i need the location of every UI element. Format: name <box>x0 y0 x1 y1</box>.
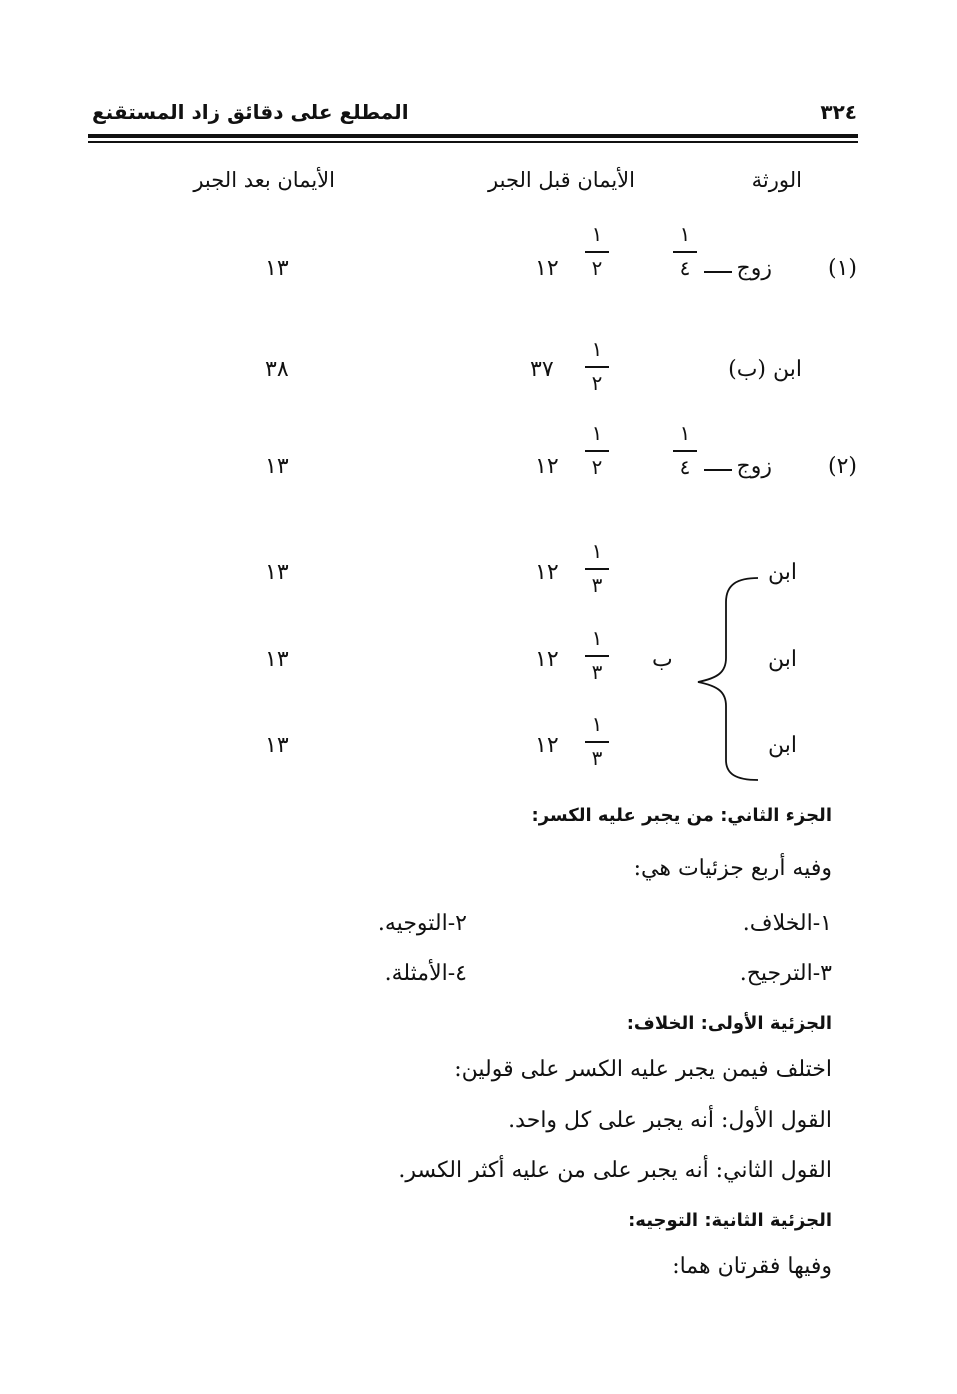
after-value: ٣٨ <box>265 357 289 382</box>
fraction-numerator: ١ <box>591 626 603 650</box>
before-fraction <box>582 422 612 478</box>
fraction-numerator: ١ <box>591 421 603 445</box>
fraction-denominator: ٣ <box>591 572 603 597</box>
fraction-bar <box>585 568 609 570</box>
heir-name: ابن (ب) <box>728 357 802 382</box>
fraction-denominator: ٤ <box>679 454 691 479</box>
share-fraction <box>670 223 700 279</box>
before-fraction <box>582 338 612 394</box>
fraction-numerator: ١ <box>591 337 603 361</box>
after-value: ١٣ <box>265 560 289 585</box>
after-value: ١٣ <box>265 647 289 672</box>
before-fraction <box>582 627 612 683</box>
page-number: ٣٢٤ <box>820 100 857 124</box>
before-integer: ١٢ <box>535 256 559 281</box>
column-header-after: الأيمان بعد الجبر <box>193 168 335 192</box>
grouping-brace <box>690 570 770 785</box>
after-value: ١٣ <box>265 256 289 281</box>
running-header-title: المطلع على دقائق زاد المستقنع <box>92 100 409 124</box>
column-header-before: الأيمان قبل الجبر <box>488 168 635 192</box>
list-item: ١-الخلاف. <box>742 911 832 936</box>
fraction-bar <box>673 450 697 452</box>
fraction-bar <box>585 251 609 253</box>
before-fraction <box>582 713 612 769</box>
section-heading: الجزء الثاني: من يجبر عليه الكسر: <box>531 805 832 826</box>
fraction-numerator: ١ <box>591 712 603 736</box>
group-letter: ب <box>652 647 673 672</box>
list-item: ٢-التوجيه. <box>377 911 467 936</box>
heir-name: زوج <box>736 256 772 281</box>
header-rule-thin <box>88 141 858 143</box>
before-integer: ١٢ <box>535 560 559 585</box>
fraction-bar <box>585 450 609 452</box>
fraction-denominator: ٢ <box>591 370 603 395</box>
after-value: ١٣ <box>265 454 289 479</box>
fraction-bar <box>585 741 609 743</box>
heir-name: زوج <box>736 454 772 479</box>
paragraph: وفيها فقرتان هما: <box>672 1254 832 1279</box>
fraction-numerator: ١ <box>679 421 691 445</box>
paragraph: القول الثاني: أنه يجبر على من عليه أكثر الكسر. <box>398 1158 832 1183</box>
share-fraction <box>670 422 700 478</box>
before-integer: ١٢ <box>535 647 559 672</box>
subsection-heading: الجزئية الثانية: التوجيه: <box>628 1210 832 1231</box>
fraction-bar <box>673 251 697 253</box>
before-integer: ١٢ <box>535 454 559 479</box>
share-dash <box>704 271 732 273</box>
paragraph: القول الأول: أنه يجبر على كل واحد. <box>508 1108 832 1133</box>
subsection-heading: الجزئية الأولى: الخلاف: <box>626 1013 832 1034</box>
fraction-bar <box>585 655 609 657</box>
row-index: (١) <box>827 256 857 281</box>
fraction-numerator: ١ <box>591 539 603 563</box>
fraction-numerator: ١ <box>591 222 603 246</box>
fraction-denominator: ٣ <box>591 659 603 684</box>
fraction-denominator: ٣ <box>591 745 603 770</box>
list-item: ٤-الأمثلة. <box>384 961 467 986</box>
after-value: ١٣ <box>265 733 289 758</box>
column-header-heirs: الورثة <box>751 168 802 192</box>
list-item: ٣-الترجيح. <box>739 961 832 986</box>
fraction-bar <box>585 366 609 368</box>
row-index: (٢) <box>827 454 857 479</box>
fraction-numerator: ١ <box>679 222 691 246</box>
paragraph: اختلف فيمن يجبر عليه الكسر على قولين: <box>454 1057 832 1082</box>
fraction-denominator: ٢ <box>591 255 603 280</box>
fraction-denominator: ٢ <box>591 454 603 479</box>
before-integer: ١٢ <box>535 733 559 758</box>
before-fraction <box>582 223 612 279</box>
heir-name: ابن <box>768 733 797 758</box>
fraction-denominator: ٤ <box>679 255 691 280</box>
share-dash <box>704 469 732 471</box>
before-fraction <box>582 540 612 596</box>
header-rule-thick <box>88 134 858 138</box>
paragraph: وفيه أربع جزئيات هي: <box>633 856 832 881</box>
heir-name: ابن <box>768 647 797 672</box>
heir-name: ابن <box>768 560 797 585</box>
before-integer: ٣٧ <box>530 357 554 382</box>
